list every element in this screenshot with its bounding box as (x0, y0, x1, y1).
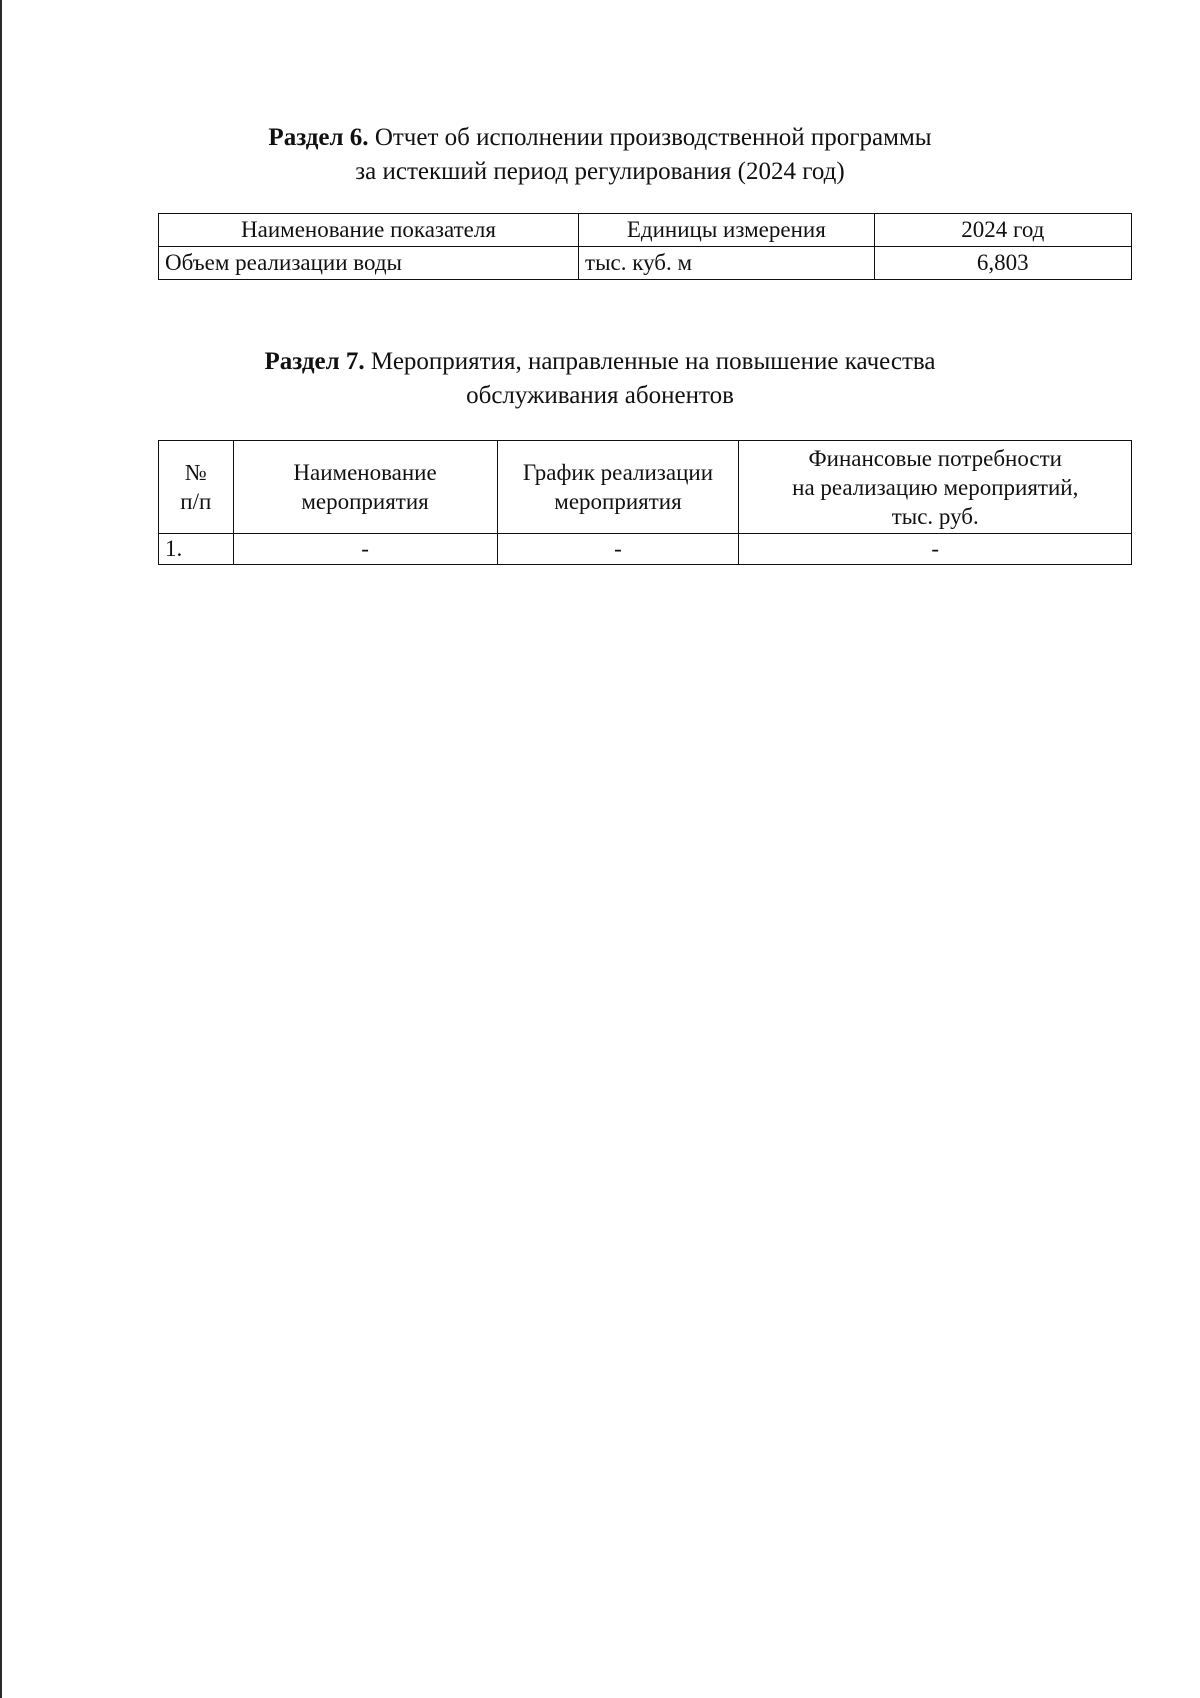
cell-financial-needs: - (739, 534, 1132, 565)
cell-value-2024: 6,803 (874, 247, 1131, 280)
header-financial-needs-line-3: тыс. руб. (891, 503, 979, 529)
header-financial-needs-line-2: на реализацию мероприятий, (792, 474, 1079, 500)
section-6-title-line-1 (0, 121, 1200, 155)
section-7-title-line-2: обслуживания абонентов (466, 382, 734, 409)
header-schedule-line-1: График реализации (522, 460, 714, 485)
section-7-title-line-1 (0, 345, 1200, 379)
header-financial-needs (739, 441, 1132, 534)
cell-number: 1. (159, 534, 234, 565)
service-quality-measures-table (158, 440, 1132, 565)
cell-schedule: - (497, 534, 739, 565)
section-6-title (0, 121, 1200, 189)
header-units: Единицы измерения (579, 214, 875, 247)
cell-indicator-name: Объем реализации воды (159, 247, 579, 280)
section-7-title-text: Мероприятия, направленные на повышение качества (370, 348, 936, 375)
header-number-line-2: п/п (180, 489, 212, 514)
header-measure-name (233, 441, 497, 534)
scan-page-edge (0, 0, 2, 1698)
cell-units: тыс. куб. м (579, 247, 875, 280)
section-6-title-text: Отчет об исполнении производственной программы (374, 124, 932, 151)
header-year-2024: 2024 год (874, 214, 1131, 247)
header-number-line-1: № (184, 460, 207, 485)
header-schedule-line-2: мероприятия (554, 489, 682, 514)
header-financial-needs-line-1: Финансовые потребности (808, 445, 1062, 471)
table-header-row (159, 214, 1132, 247)
table-row (159, 247, 1132, 280)
header-schedule (497, 441, 739, 534)
section-6-lead: Раздел 6. (268, 124, 369, 151)
header-measure-name-line-1: Наименование (293, 460, 437, 485)
production-program-report-table (158, 213, 1132, 280)
cell-measure-name: - (233, 534, 497, 565)
section-6-title-line-2: за истекший период регулирования (2024 год) (355, 158, 845, 185)
header-indicator-name: Наименование показателя (159, 214, 579, 247)
table-header-row (159, 441, 1132, 534)
header-measure-name-line-2: мероприятия (301, 489, 429, 514)
section-7-title (0, 345, 1200, 413)
section-7-lead: Раздел 7. (264, 348, 365, 375)
table-row (159, 534, 1132, 565)
header-number (159, 441, 234, 534)
